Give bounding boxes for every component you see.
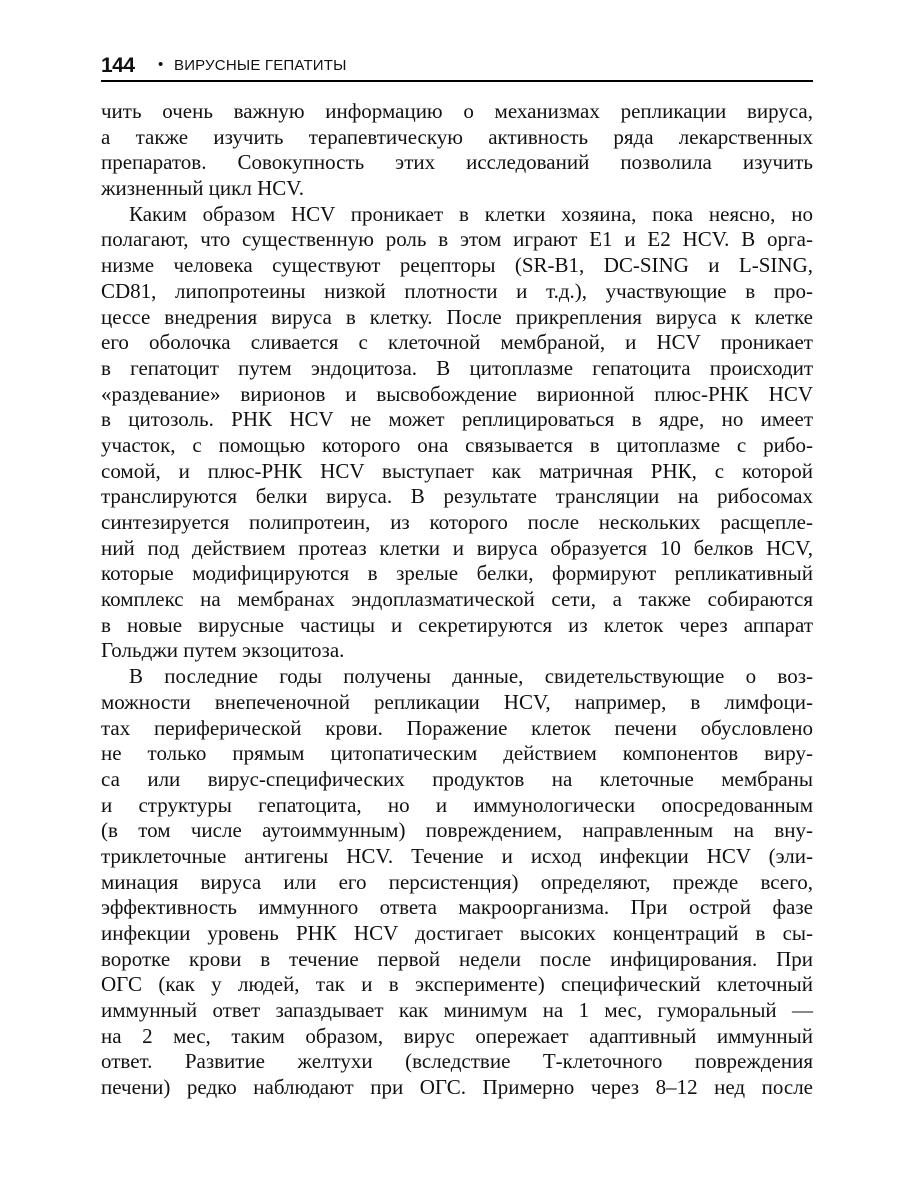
text-line: препаратов. Совокупность этих исследований позволила изучить <box>101 150 813 175</box>
text-line: тах периферической крови. Поражение клеток печени обусловлено <box>101 715 813 740</box>
running-title: ВИРУСНЫЕ ГЕПАТИТЫ <box>174 57 347 74</box>
text-line: в гепатоцит путем эндоцитоза. В цитоплазме гепатоцита происходит <box>101 355 813 380</box>
text-line: участок, с помощью которого она связывается в цитоплазме с рибо- <box>101 432 813 457</box>
text-line: синтезируется полипротеин, из которого после нескольких расщепле- <box>101 510 813 534</box>
text-line: триклеточные антигены HCV. Течение и исход инфекции HCV (эли- <box>101 843 813 868</box>
text-line: са или вирус-специфических продуктов на клеточные мембраны <box>101 766 813 791</box>
text-line: которые модифицируются в зрелые белки, формируют репликативный <box>101 561 813 586</box>
text-line: комплекс на мембранах эндоплазматической сети, а также собираются <box>101 587 813 612</box>
paragraph-first-line: Каким образом HCV проникает в клетки хозяина, пока неясно, но <box>129 201 813 226</box>
text-line: и структуры гепатоцита, но и иммунологически опосредованным <box>101 792 813 817</box>
text-line: минация вируса или его персистенция) определяют, прежде всего, <box>101 869 813 894</box>
text-line: не только прямым цитопатическим действием компонентов виру- <box>101 741 813 766</box>
text-line: его оболочка сливается с клеточной мембраной, и HCV проникает <box>101 330 813 355</box>
text-line: а также изучить терапевтическую активность ряда лекарственных <box>101 124 813 149</box>
paragraph-first-line: В последние годы получены данные, свидетельствующие о воз- <box>129 664 813 689</box>
text-line: эффективность иммунного ответа макроорганизма. При острой фазе <box>101 895 813 920</box>
text-line: транслируются белки вируса. В результате трансляции на рибосомах <box>101 484 813 509</box>
text-line: CD81, липопротеины низкой плотности и т.д.), участвующие в про- <box>101 278 813 303</box>
text-line: на 2 мес, таким образом, вирус опережает адаптивный иммунный <box>101 1023 813 1048</box>
text-line: воротке крови в течение первой недели после инфицирования. При <box>101 946 813 971</box>
text-line: низме человека существуют рецепторы (SR-B1, DC-SING и L-SING, <box>101 253 813 278</box>
text-line: чить очень важную информацию о механизмах репликации вируса, <box>101 99 813 123</box>
body-text <box>101 99 813 1101</box>
text-line: (в том числе аутоиммунным) повреждением, направленным на вну- <box>101 818 813 843</box>
text-line: печени) редко наблюдают при ОГС. Примерно через 8–12 нед после <box>101 1075 813 1100</box>
text-line: сомой, и плюс-РНК HCV выступает как матричная РНК, с которой <box>101 458 813 483</box>
text-line: полагают, что существенную роль в этом играют E1 и E2 HCV. В орга- <box>101 227 813 252</box>
text-line: ОГС (как у людей, так и в эксперименте) специфический клеточный <box>101 972 813 997</box>
text-line: инфекции уровень РНК HCV достигает высоких концентраций в сы- <box>101 921 813 945</box>
page-number: 144 <box>101 54 135 77</box>
text-line: цессе внедрения вируса в клетку. После прикрепления вируса к клетке <box>101 304 813 329</box>
running-header <box>101 52 813 82</box>
text-line: в цитозоль. РНК HCV не может реплицироваться в ядре, но имеет <box>101 407 813 432</box>
text-line: «раздевание» вирионов и высвобождение вирионной плюс-РНК HCV <box>101 381 813 406</box>
header-bullet: • <box>158 56 164 73</box>
text-line: жизненный цикл HCV. <box>101 176 304 201</box>
text-line: иммунный ответ запаздывает как минимум на 1 мес, гуморальный — <box>101 998 813 1023</box>
text-line: в новые вирусные частицы и секретируются из клеток через аппарат <box>101 612 813 637</box>
text-line: можности внепеченочной репликации HCV, например, в лимфоци- <box>101 689 813 714</box>
text-line: ний под действием протеаз клетки и вируса образуется 10 белков HCV, <box>101 535 813 560</box>
text-line: Гольджи путем экзоцитоза. <box>101 638 345 663</box>
text-line: ответ. Развитие желтухи (вследствие Т-клеточного повреждения <box>101 1049 813 1074</box>
